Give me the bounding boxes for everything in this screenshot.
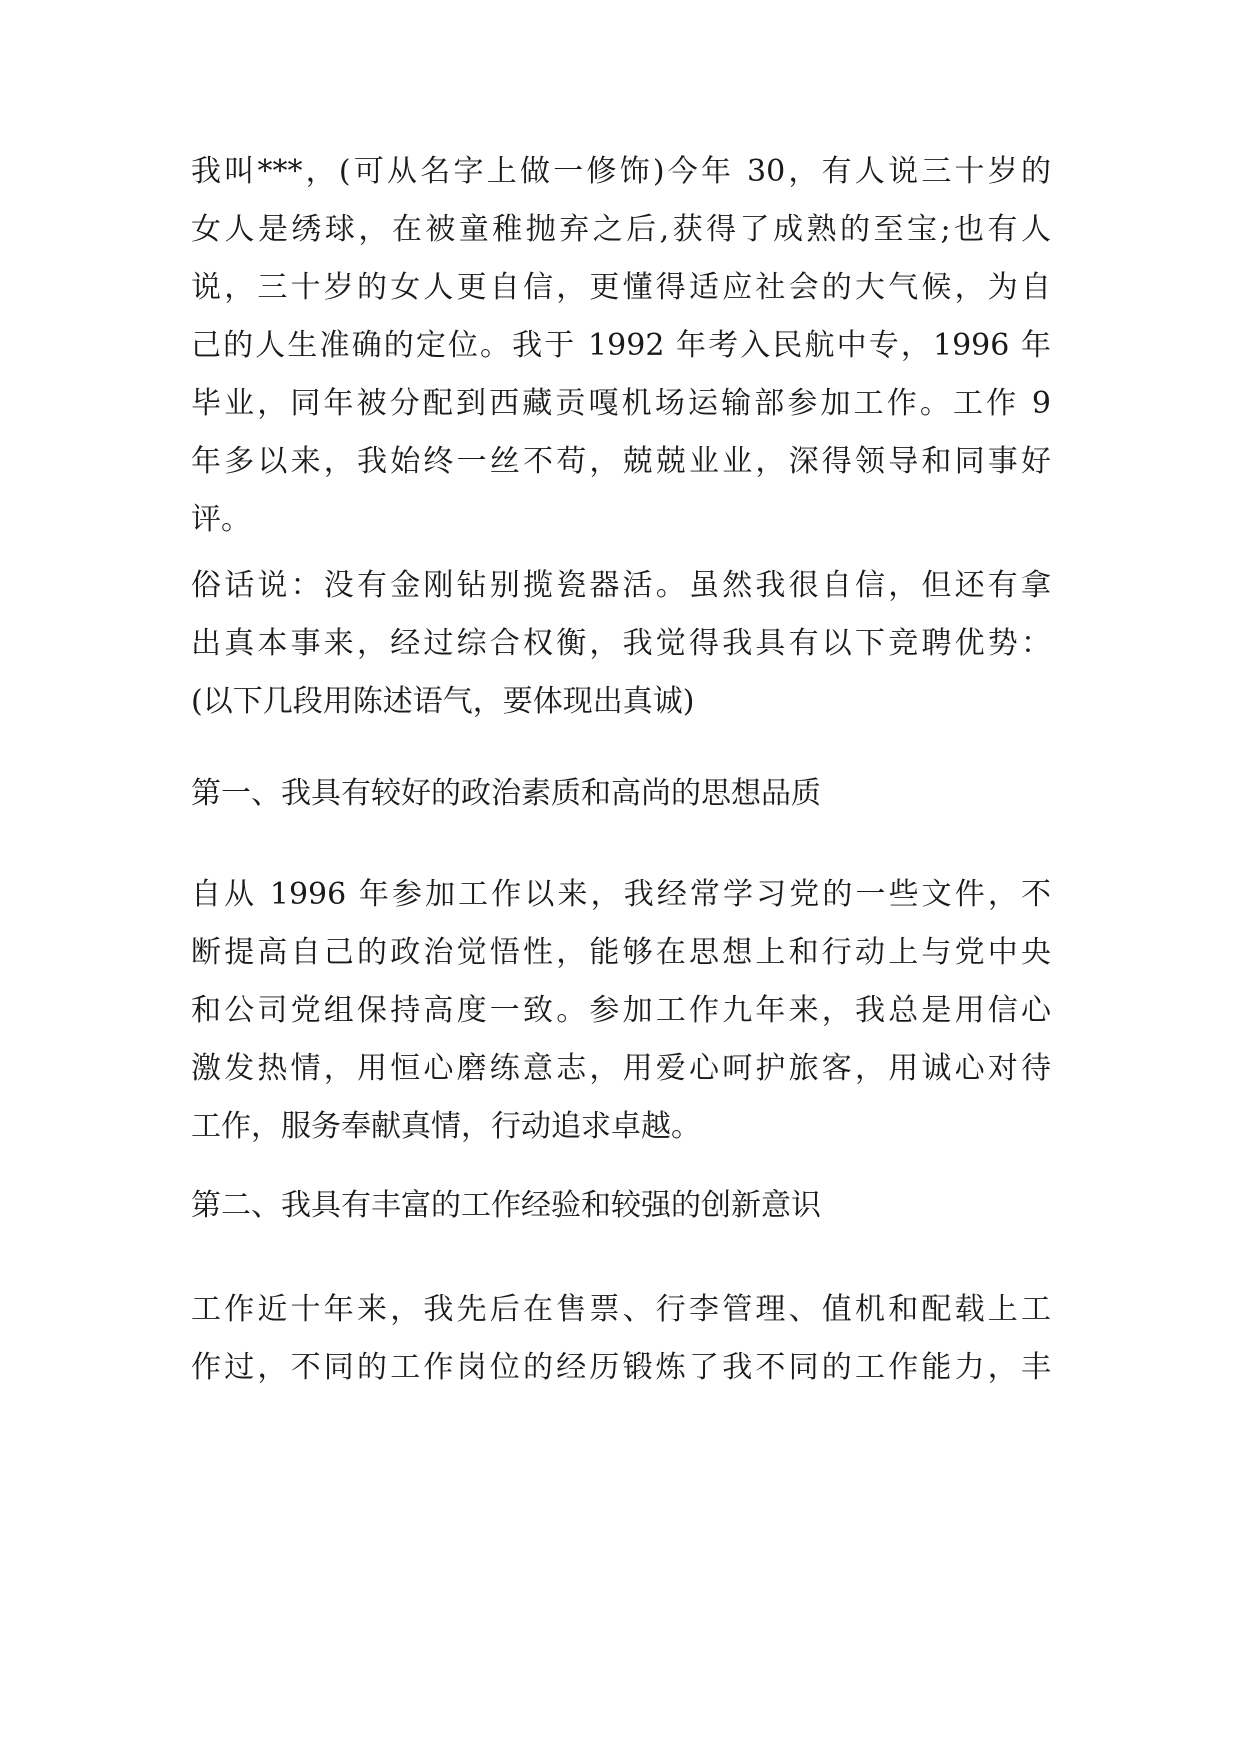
paragraph-political-quality xyxy=(191,866,1051,1156)
text-line: 我叫***，(可从名字上做一修饰)今年 30，有人说三十岁的 xyxy=(191,154,1051,189)
text-line: 作过，不同的工作岗位的经历锻炼了我不同的工作能力，丰 xyxy=(191,1350,1051,1385)
text-line: 激发热情，用恒心磨练意志，用爱心呵护旅客，用诚心对待 xyxy=(191,1051,1051,1086)
paragraph-introduction xyxy=(191,143,1051,549)
text-line: 出真本事来，经过综合权衡，我觉得我具有以下竞聘优势： xyxy=(191,626,1051,661)
text-line: 说，三十岁的女人更自信，更懂得适应社会的大气候，为自 xyxy=(191,270,1051,305)
text-line: 和公司党组保持高度一致。参加工作九年来，我总是用信心 xyxy=(191,993,1051,1028)
text-line: 工作近十年来，我先后在售票、行李管理、值机和配载上工 xyxy=(191,1292,1051,1327)
text-line: 评。 xyxy=(191,502,251,537)
text-line: 年多以来，我始终一丝不苟，兢兢业业，深得领导和同事好 xyxy=(191,444,1051,479)
paragraph-advantages-intro xyxy=(191,557,1051,731)
heading-text: 第二、我具有丰富的工作经验和较强的创新意识 xyxy=(191,1188,821,1223)
text-line: 断提高自己的政治觉悟性，能够在思想上和行动上与党中央 xyxy=(191,935,1051,970)
text-line: 工作，服务奉献真情，行动追求卓越。 xyxy=(191,1109,701,1144)
heading-text: 第一、我具有较好的政治素质和高尚的思想品质 xyxy=(191,776,821,811)
text-line: 女人是绣球，在被童稚抛弃之后,获得了成熟的至宝;也有人 xyxy=(191,212,1051,247)
paragraph-work-experience xyxy=(191,1281,1051,1397)
text-line: 毕业，同年被分配到西藏贡嘎机场运输部参加工作。工作 9 xyxy=(191,386,1051,421)
section-heading-second xyxy=(191,1177,1051,1235)
text-line: 俗话说：没有金刚钻别揽瓷器活。虽然我很自信，但还有拿 xyxy=(191,568,1051,603)
text-line: (以下几段用陈述语气，要体现出真诚) xyxy=(191,684,695,719)
text-line: 己的人生准确的定位。我于 1992 年考入民航中专，1996 年 xyxy=(191,328,1051,363)
section-heading-first xyxy=(191,765,1051,823)
text-line: 自从 1996 年参加工作以来，我经常学习党的一些文件，不 xyxy=(191,877,1051,912)
